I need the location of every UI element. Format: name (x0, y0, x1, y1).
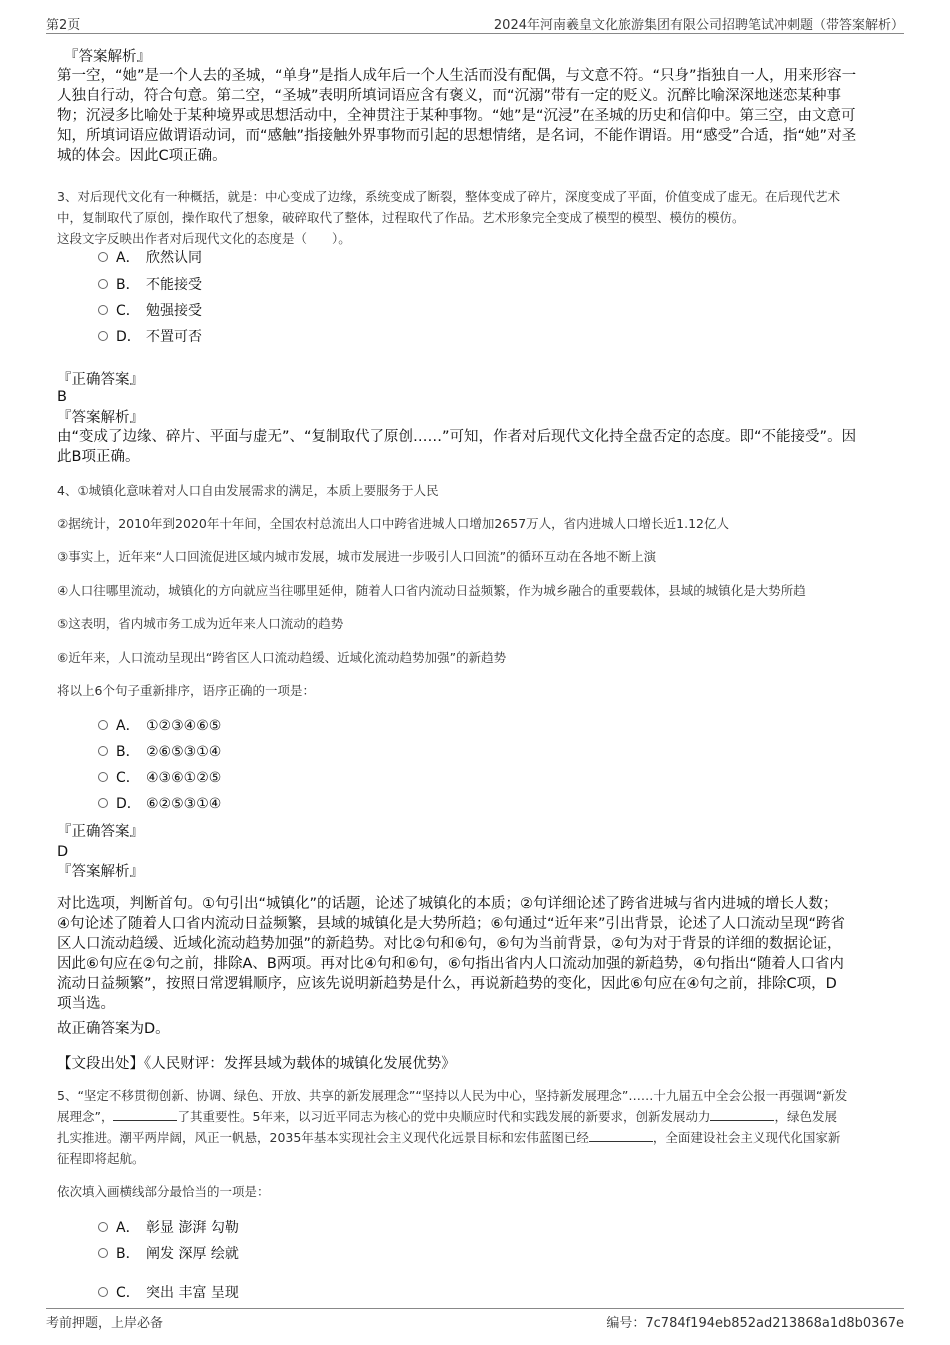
footer-divider (46, 1308, 904, 1309)
fill-blank (710, 1108, 774, 1121)
q4-analysis-line: 区人口流动趋缓、近域化流动趋势加强”的新趋势。对比②句和⑥句，⑥句为当前背景，②句为对于背景的详细的数据论证， (57, 936, 842, 952)
q4-analysis (57, 894, 897, 1014)
q3-analysis-line: 由“变成了边缘、碎片、平面与虚无”、“复制取代了原创……”可知，作者对后现代文化持全盘否定的态度。即“不能接受”。因 (57, 429, 857, 445)
q2-analysis-line: 第一空，“她”是一个人去的圣城，“单身”是指人成年后一个人生活而没有配偶，与文意不符。“只身”指独自一人，用来形容一 (57, 68, 857, 84)
option-text: 突出 丰富 呈现 (146, 1285, 239, 1301)
document-id: 编号：7c784f194eb852ad213868a1d8b0367e (606, 1316, 904, 1331)
q2-analysis-line: 城的体会。因此C项正确。 (57, 148, 227, 164)
fill-blank (589, 1129, 653, 1142)
q5-option-a[interactable] (98, 1218, 239, 1238)
radio-icon[interactable] (98, 331, 108, 341)
option-letter: B． (116, 744, 140, 760)
radio-icon[interactable] (98, 772, 108, 782)
fill-blank (113, 1108, 177, 1121)
q2-analysis-line: 知，所填词语应做谓语动词，而“感触”指接触外界事物而引起的思想情绪，是名词，不能作谓语。用“感受”合适，指“她”对圣 (57, 128, 857, 144)
option-text: 欣然认同 (146, 250, 202, 266)
q4-sentence: ⑥近年来，人口流动呈现出“跨省区人口流动趋缓、近域化流动趋势加强”的新趋势 (57, 650, 507, 665)
q3-answer: B (57, 389, 67, 405)
q5-stem-line: 征程即将起航。 (57, 1151, 145, 1166)
q5-stem-line: 扎实推进。潮平两岸阔，风正一帆悬，2035年基本实现社会主义现代化远景目标和宏伟蓝图已经 ，全面建设社会主义现代化国家新 (57, 1130, 841, 1145)
q3-option-c[interactable] (98, 301, 202, 321)
q4-analysis-line: 对比选项，判断首句。①句引出“城镇化”的话题，论述了城镇化的本质；②句详细论述了跨省进城与省内进城的增长人数； (57, 896, 838, 912)
q4-sentence: ⑤这表明，省内城市务工成为近年来人口流动的趋势 (57, 616, 344, 631)
q4-answer: D (57, 844, 69, 860)
q4-conclusion: 故正确答案为D。 (57, 1021, 170, 1037)
radio-icon[interactable] (98, 1287, 108, 1297)
option-letter: A． (116, 1220, 140, 1236)
q4-analysis-label: 『答案解析』 (57, 864, 144, 880)
option-text: ④③⑥①②⑤ (146, 770, 222, 786)
q3-analysis (57, 427, 897, 467)
q3-option-a[interactable] (98, 248, 202, 268)
q5-stem (57, 1085, 907, 1169)
option-text: 彰显 澎湃 勾勒 (146, 1220, 239, 1236)
q3-answer-label: 『正确答案』 (57, 372, 144, 388)
q4-sentence: ②据统计，2010年到2020年十年间，全国农村总流出人口中跨省进城人口增加2657万人，省内进城人口增长近1.12亿人 (57, 516, 729, 531)
q3-analysis-label: 『答案解析』 (57, 410, 144, 426)
option-letter: A． (116, 250, 140, 266)
q5-option-b[interactable] (98, 1244, 239, 1264)
q2-analysis-line: 物；沉浸多比喻处于某种境界或思想活动中，全神贯注于某种事物。“她”是“沉浸”在圣城的历史和信仰中。第三空，由文意可 (57, 108, 856, 124)
radio-icon[interactable] (98, 305, 108, 315)
q5-stem-line: 5、“坚定不移贯彻创新、协调、绿色、开放、共享的新发展理念”“坚持以人民为中心，坚持新发展理念”……十九届五中全会公报一再强调“新发 (57, 1088, 848, 1103)
q4-option-b[interactable] (98, 742, 221, 762)
option-letter: D． (116, 796, 141, 812)
option-text: 不置可否 (146, 329, 202, 345)
option-text: ②⑥⑤③①④ (146, 744, 222, 760)
q3-stem-line: 这段文字反映出作者对后现代文化的态度是（ ）。 (57, 231, 351, 246)
option-letter: A． (116, 718, 140, 734)
option-letter: B． (116, 277, 140, 293)
q5-stem-line: 展理念”， 了其重要性。5年来，以习近平同志为核心的党中央顺应时代和实践发展的新要求，创新发展动力 ，绿色发展 (57, 1109, 837, 1124)
radio-icon[interactable] (98, 798, 108, 808)
q4-sentence: 4、①城镇化意味着对人口自由发展需求的满足，本质上要服务于人民 (57, 483, 439, 498)
option-text: 勉强接受 (146, 303, 202, 319)
q3-analysis-line: 此B项正确。 (57, 449, 140, 465)
radio-icon[interactable] (98, 279, 108, 289)
q3-option-b[interactable] (98, 275, 202, 295)
q4-sentence: ④人口往哪里流动，城镇化的方向就应当往哪里延伸，随着人口省内流动日益频繁，作为城乡融合的重要载体，县域的城镇化是大势所趋 (57, 583, 806, 598)
option-letter: B． (116, 1246, 140, 1262)
q4-answer-label: 『正确答案』 (57, 824, 144, 840)
q5-option-c[interactable] (98, 1283, 239, 1303)
q3-stem (57, 186, 907, 249)
option-letter: C． (116, 303, 140, 319)
q5-prompt: 依次填入画横线部分最恰当的一项是： (57, 1184, 270, 1199)
option-text: 阐发 深厚 绘就 (146, 1246, 239, 1262)
q2-analysis-label: 『答案解析』 (64, 49, 151, 65)
q2-analysis (57, 66, 897, 166)
q4-sentence: ③事实上，近年来“人口回流促进区域内城市发展，城市发展进一步吸引人口回流”的循环互动在各地不断上演 (57, 549, 657, 564)
footer-slogan: 考前押题，上岸必备 (46, 1316, 164, 1331)
q4-option-d[interactable] (98, 794, 221, 814)
option-letter: C． (116, 1285, 140, 1301)
q2-analysis-line: 人独自行动，符合句意。第二空，“圣城”表明所填词语应含有褒义，而“沉溺”带有一定的贬义。沉醉比喻深深地迷恋某种事 (57, 88, 842, 104)
document-title: 2024年河南羲皇文化旅游集团有限公司招聘笔试冲刺题（带答案解析） (493, 18, 904, 33)
option-text: ⑥②⑤③①④ (146, 796, 222, 812)
page-number: 第2页 (46, 18, 81, 33)
q3-stem-line: 中，复制取代了原创，操作取代了想象，破碎取代了整体，过程取代了作品。艺术形象完全变成了模型的模型、模仿的模仿。 (57, 210, 745, 225)
q4-option-a[interactable] (98, 716, 221, 736)
radio-icon[interactable] (98, 1248, 108, 1258)
radio-icon[interactable] (98, 720, 108, 730)
q3-stem-line: 3、对后现代文化有一种概括，就是：中心变成了边缘，系统变成了断裂，整体变成了碎片，深度变成了平面，价值变成了虚无。在后现代艺术 (57, 189, 840, 204)
option-text: 不能接受 (146, 277, 202, 293)
q4-analysis-line: 流动日益频繁”，按照日常逻辑顺序，应该先说明新趋势是什么，再说新趋势的变化，因此⑥句应在④句之前，排除C项，D (57, 976, 837, 992)
radio-icon[interactable] (98, 746, 108, 756)
radio-icon[interactable] (98, 252, 108, 262)
radio-icon[interactable] (98, 1222, 108, 1232)
page-header (46, 14, 904, 34)
option-letter: C． (116, 770, 140, 786)
header-divider (46, 33, 904, 34)
option-letter: D． (116, 329, 141, 345)
q4-source: 【文段出处】《人民财评：发挥县域为载体的城镇化发展优势》 (57, 1056, 456, 1072)
q4-prompt: 将以上6个句子重新排序，语序正确的一项是： (57, 683, 315, 698)
option-text: ①②③④⑥⑤ (146, 718, 222, 734)
q3-option-d[interactable] (98, 327, 202, 347)
q4-analysis-line: 因此⑥句应在②句之前，排除A、B两项。再对比④句和⑥句，⑥句指出省内人口流动加强的新趋势，④句指出“随着人口省内 (57, 956, 844, 972)
q4-analysis-line: 项当选。 (57, 996, 115, 1012)
q4-option-c[interactable] (98, 768, 221, 788)
q4-analysis-line: ④句论述了随着人口省内流动日益频繁，县域的城镇化是大势所趋；⑥句通过“近年来”引出背景，论述了人口流动呈现“跨省 (57, 916, 846, 932)
